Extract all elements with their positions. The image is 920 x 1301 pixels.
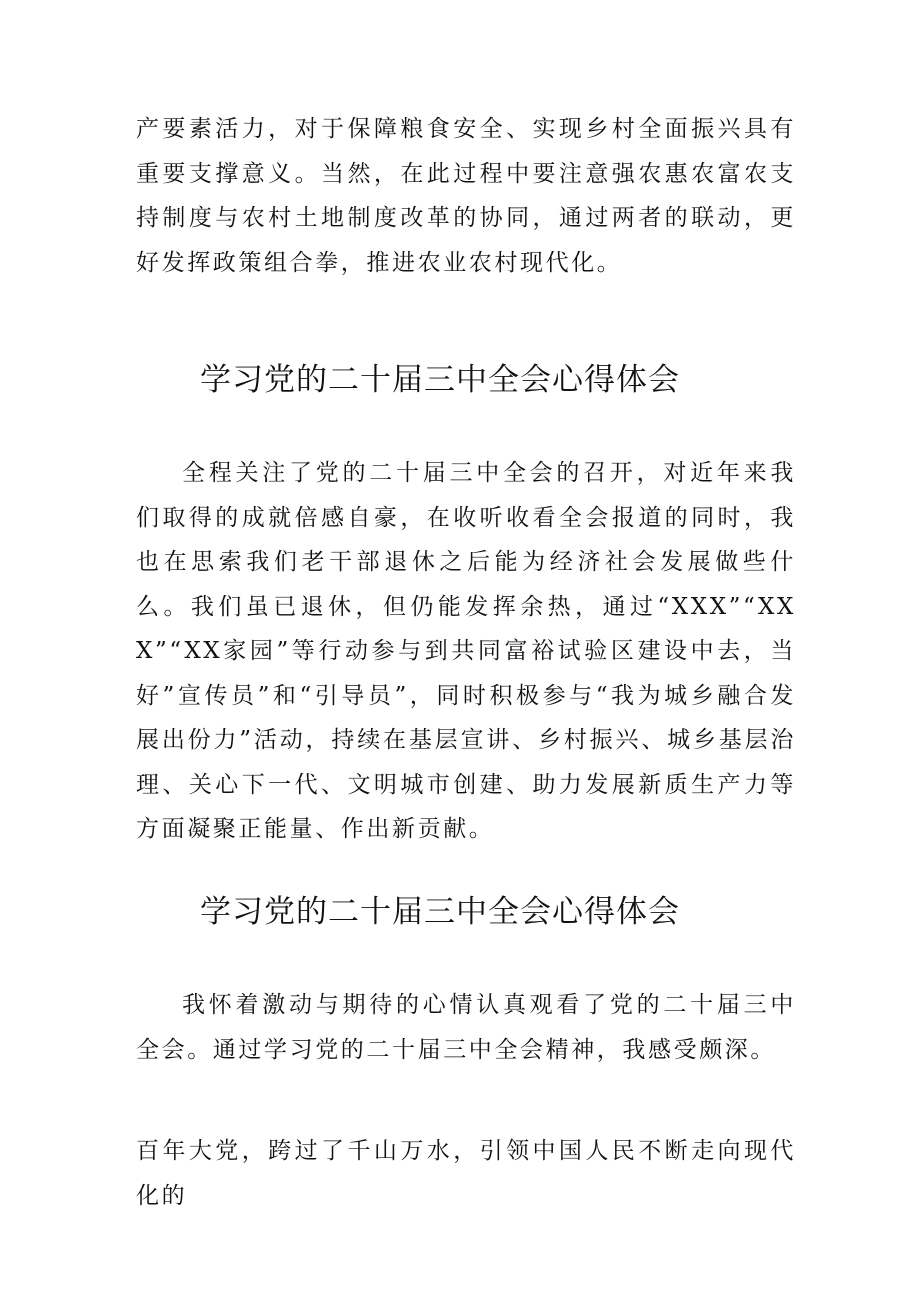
paragraph-century-party: 百年大党，跨过了千山万水，引领中国人民不断走向现代化的	[136, 1138, 796, 1209]
paragraph-retired-cadre-reflection: 全程关注了党的二十届三中全会的召开，对近年来我们取得的成就倍感自豪，在收听收看全会报道的同时，我也在思索我们老干部退休之后能为经济社会发展做些什么。我们虽已退休，但仍能发挥余热，通过“XXX”“XXX”“XX家园”等行动参与到共同富裕试验区建设中去，当好”宣传员”和“引导员”，同时积极参与“我为城乡融合发展出份力”活动，持续在基层宣讲、乡村振兴、城乡基层治理、关心下一代、文明城市创建、助力发展新质生产力等方面凝聚正能量、作出新贡献。	[136, 460, 796, 842]
section-heading-1: 学习党的二十届三中全会心得体会	[200, 362, 680, 398]
paragraph-plenary-impression: 我怀着激动与期待的心情认真观看了党的二十届三中全会。通过学习党的二十届三中全会精神，我感受颇深。	[136, 992, 796, 1063]
section-heading-2: 学习党的二十届三中全会心得体会	[200, 894, 680, 930]
paragraph-policy-continuation: 产要素活力，对于保障粮食安全、实现乡村全面振兴具有重要支撑意义。当然，在此过程中要注意强农惠农富农支持制度与农村土地制度改革的协同，通过两者的联动，更好发挥政策组合拳，推进农业农村现代化。	[136, 116, 796, 276]
